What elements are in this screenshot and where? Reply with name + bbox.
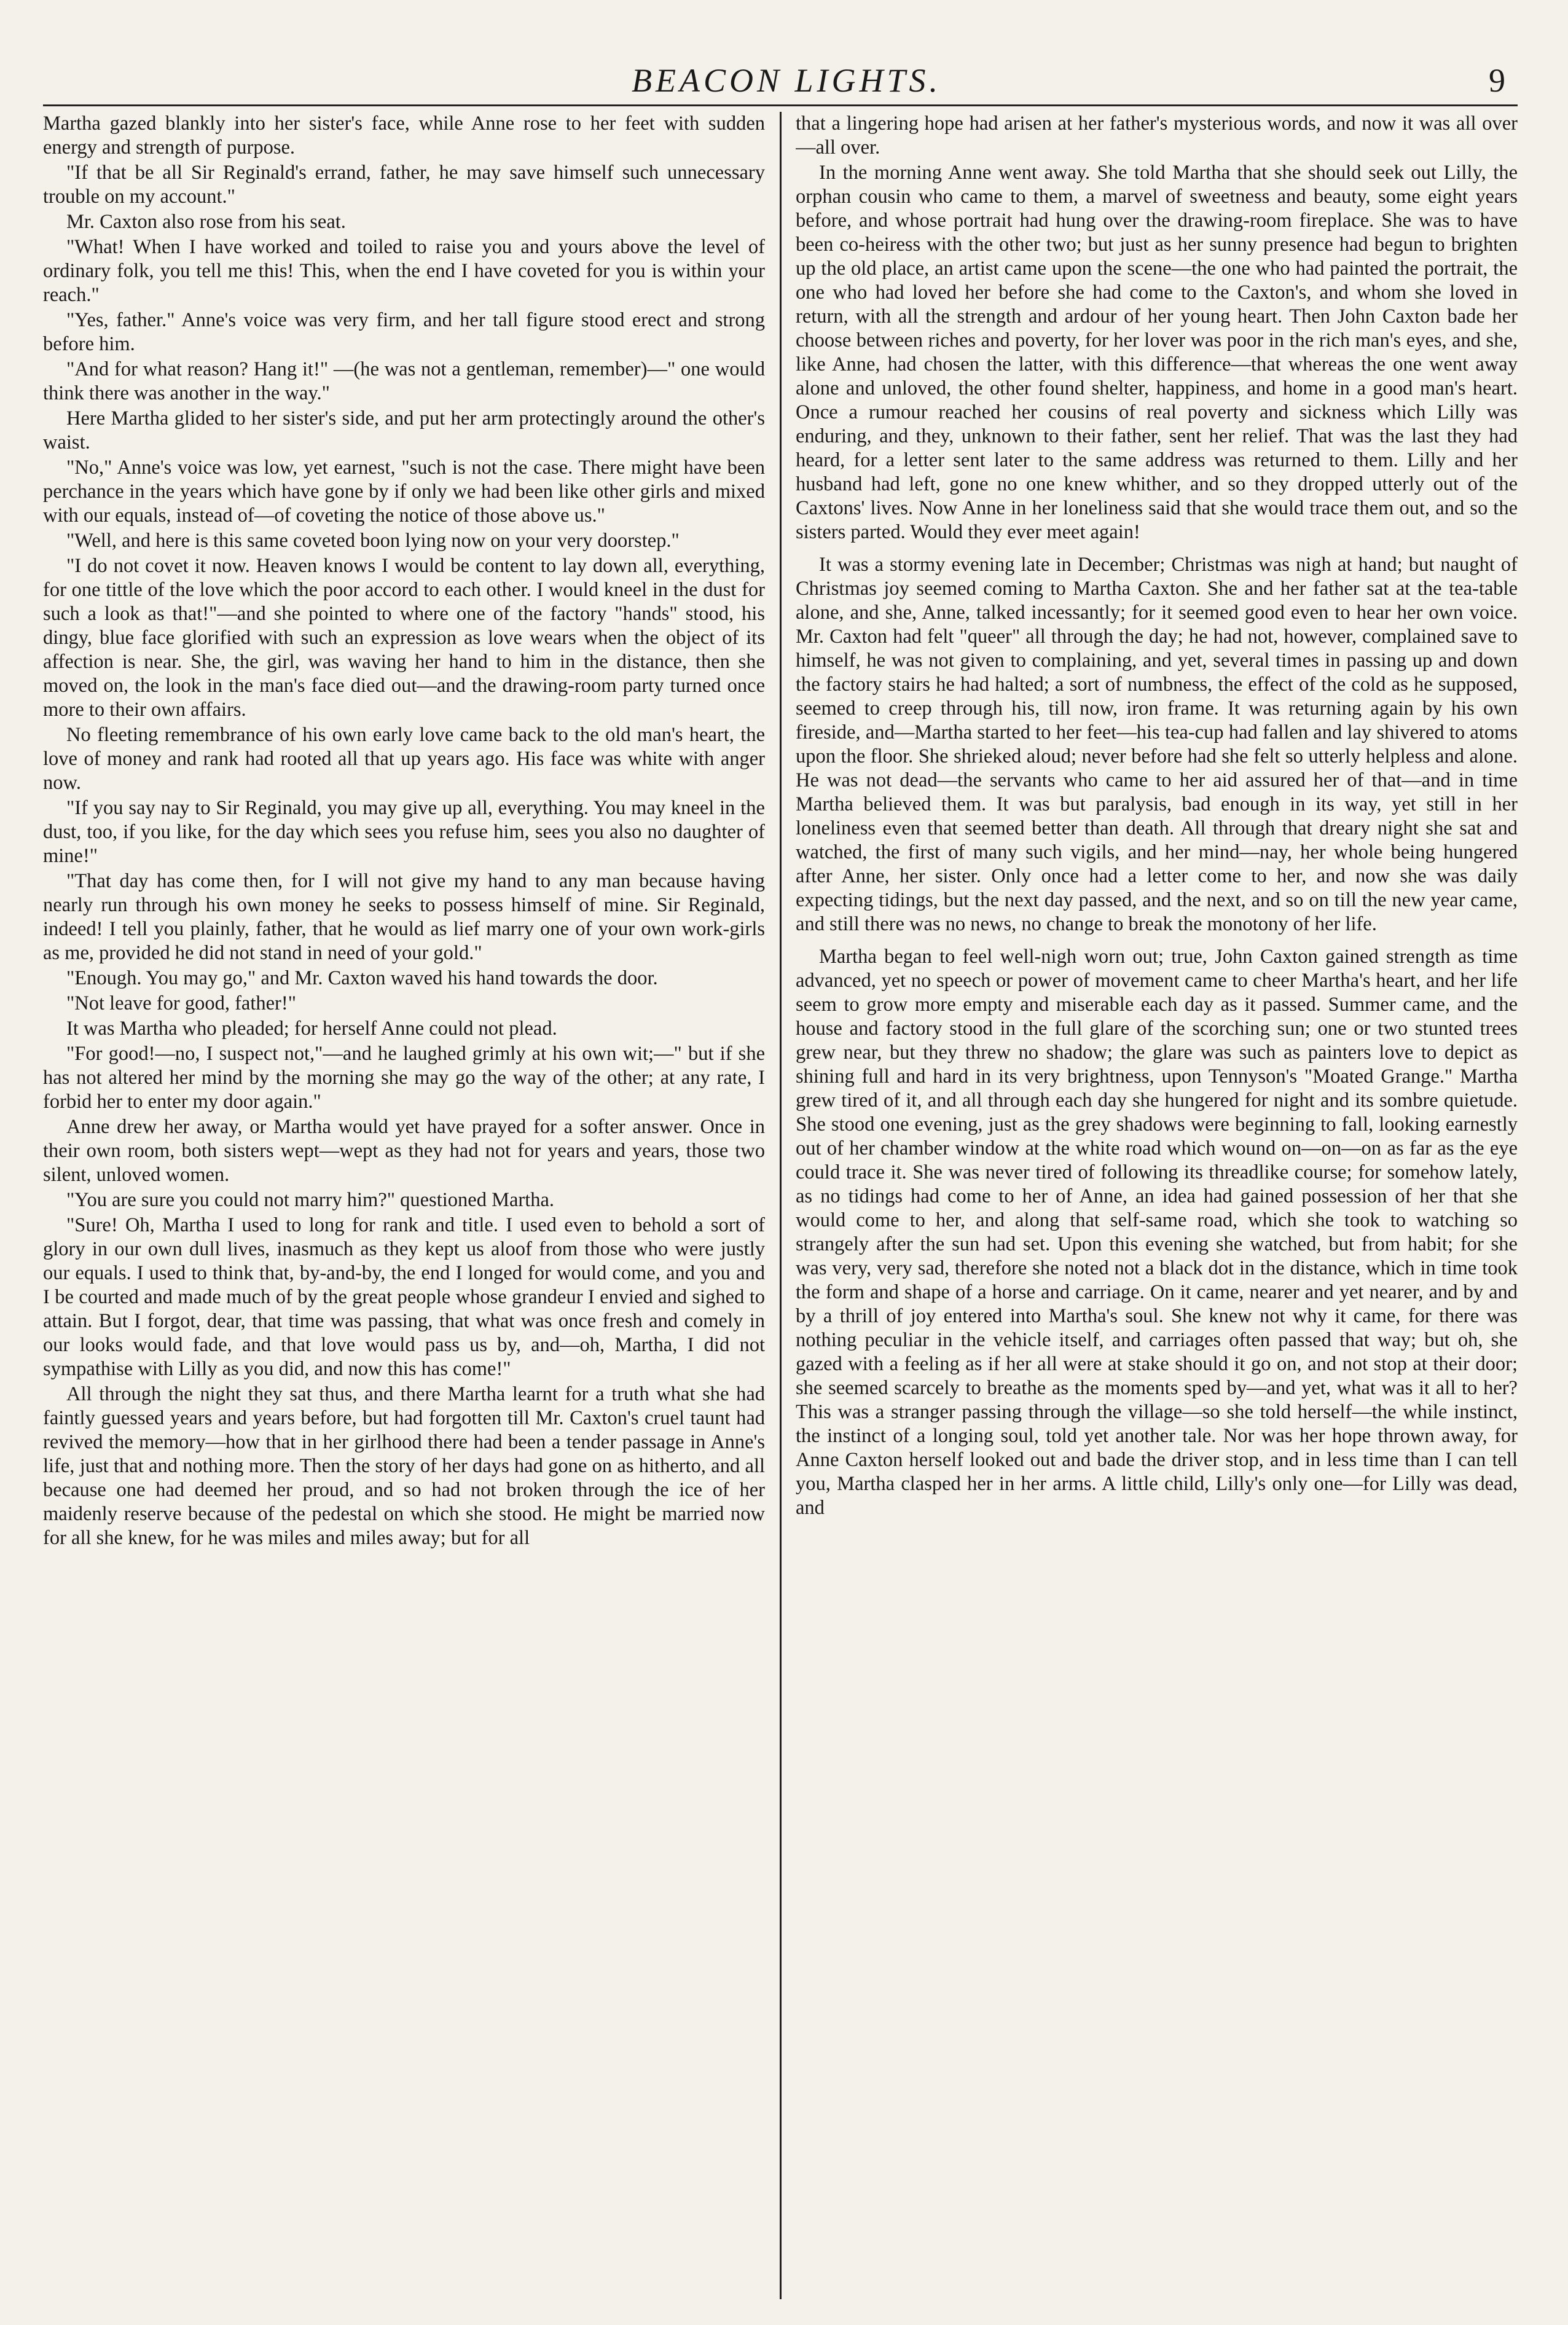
- paragraph: No fleeting remembrance of his own early love came back to the old man's heart, the love of money and rank had rooted all that up years ago. His face was white with anger now.: [43, 724, 765, 794]
- paragraph: "If you say nay to Sir Reginald, you may give up all, everything. You may kneel in the dust, too, if you like, for the day which sees you refuse him, sees you also no daughter of mine!": [43, 797, 765, 867]
- page-header: [55, 57, 1518, 100]
- column-left: [43, 112, 765, 2299]
- paragraph: "You are sure you could not marry him?" questioned Martha.: [66, 1189, 555, 1211]
- paragraph: "No," Anne's voice was low, yet earnest, "such is not the case. There might have been perchance in the years which have gone by if only we had been like other girls and mixed with our equals, instead of—of coveting the notice of those above us.": [43, 457, 765, 527]
- paragraph: Anne drew her away, or Martha would yet have prayed for a softer answer. Once in their own room, both sisters wept—wept as they had not for years and years, those two silent, unloved women.: [43, 1116, 765, 1186]
- paragraph: "Not leave for good, father!": [66, 992, 296, 1014]
- text-columns: [43, 112, 1518, 2299]
- running-head: BEACON LIGHTS.: [631, 62, 942, 99]
- page-number: 9: [1489, 62, 1505, 99]
- paragraph: "Enough. You may go," and Mr. Caxton waved his hand towards the door.: [66, 967, 658, 989]
- paragraph: Martha began to feel well-nigh worn out; true, John Caxton gained strength as time advanced, yet no speech or power of movement came to cheer Martha's heart, and her life seem to grow more empty and miserable each day as it passed. Summer came, and the house and factory stood in the full glare of the scorching sun; one or two stunted trees grew near, but they threw no shadow; the glare was such as painters love to depict as shining full and hard in its very brightness, upon Tennyson's "Moated Grange." Martha grew tired of it, and all through each day she hungered for night and its sombre quietude. She stood one evening, just as the grey shadows were beginning to fall, looking earnestly out of her chamber window at the white road which wound on—on—on as far as the eye could trace it. She was never tired of following its threadlike course; for somehow lately, as no tidings had come to her of Anne, an idea had gained possession of her that she would come to her, and along that self-same road, which she took to watching so strangely after the sun had set. Upon this evening she watched, but from habit; for she was very, very sad, therefore she noted not a black dot in the distance, which in time took the form and shape of a horse and carriage. On it came, nearer and yet nearer, and by and by a thrill of joy entered into Martha's soul. She knew not why it came, for there was nothing peculiar in the vehicle itself, and carriages often passed that way; but oh, she gazed with a feeling as if her all were at stake should it go on, and not stop at their door; she seemed scarcely to breathe as the moments sped by—and yet, what was it all to her? This was a stranger passing through the village—so she told herself—the while instinct, the instinct of a longing soul, told yet another tale. Nor was her hope thrown away, for Anne Caxton herself looked out and bade the driver stop, and in less time than I can tell you, Martha clasped her in her arms. A little child, Lilly's only one—for Lilly was dead, and: [796, 946, 1518, 1519]
- column-divider: [780, 112, 782, 2299]
- paragraph: Mr. Caxton also rose from his seat.: [66, 211, 346, 233]
- paragraph: All through the night they sat thus, and there Martha learnt for a truth what she had faintly guessed years and years before, but had forgotten till Mr. Caxton's cruel taunt had revived the memory—how that in her girlhood there had been a tender passage in Anne's life, just that and nothing more. Then the story of her days had gone on as hitherto, and all because one had deemed her proud, and so had not broken through the ice of her maidenly reserve because of the pedestal on which she stood. He might be married now for all she knew, for he was miles and miles away; but for all: [43, 1383, 765, 1549]
- paragraph: that a lingering hope had arisen at her father's mysterious words, and now it was all over—all over.: [796, 112, 1518, 159]
- paragraph: "Yes, father." Anne's voice was very firm, and her tall figure stood erect and strong before him.: [43, 309, 765, 355]
- paragraph: Here Martha glided to her sister's side, and put her arm protectingly around the other's waist.: [43, 407, 765, 453]
- paragraph: "If that be all Sir Reginald's errand, father, he may save himself such unnecessary trouble on my account.": [43, 162, 765, 208]
- paragraph: In the morning Anne went away. She told Martha that she should seek out Lilly, the orphan cousin who came to them, a marvel of sweetness and beauty, some eight years before, and whose portrait had hung over the drawing-room fireplace. She was to have been co-heiress with the other two; but just as her sunny presence had begun to brighten up the old place, an artist came upon the scene—the one who had painted the portrait, the one who had loved her before she had come to the Caxton's, and whom she loved in return, with all the strength and ardour of her young heart. Then John Caxton bade her choose between riches and poverty, for her lover was poor in the rich man's eyes, and she, like Anne, had chosen the latter, with this difference—that whereas the one went away alone and unloved, the other found shelter, happiness, and home in a good man's heart. Once a rumour reached her cousins of real poverty and sickness which Lilly was enduring, and they, unknown to their father, sent her relief. That was the last they had heard, for a letter sent later to the same address was returned to them. Lilly and her husband had left, gone no one knew whither, and so they dropped utterly out of the Caxtons' lives. Now Anne in her loneliness said that she would trace them out, and so the sisters parted. Would they ever meet again!: [796, 162, 1518, 543]
- column-right: [796, 112, 1518, 2299]
- paragraph: It was a stormy evening late in December; Christmas was nigh at hand; but naught of Christmas joy seemed coming to Martha Caxton. She and her father sat at the tea-table alone, and she, Anne, talked incessantly; for it seemed good even to hear her own voice. Mr. Caxton had felt "queer" all through the day; he had not, however, complained save to himself, he was not given to complaining, and yet, several times in passing up and down the factory stairs he had halted; a sort of numbness, the effect of the cold as he supposed, seemed to creep through his, till now, iron frame. It was returning again by his own fireside, and—Martha started to her feet—his tea-cup had fallen and lay shivered to atoms upon the floor. She shrieked aloud; never before had she felt so utterly helpless and alone. He was not dead—the servants who came to her aid assured her of that—and in time Martha believed them. It was but paralysis, bad enough in its way, yet still in her loneliness even that seemed better than death. All through that dreary night she sat and watched, the first of many such vigils, and her mind—nay, her whole being hungered after Anne, her sister. Only once had a letter come to her, and now she was daily expecting tidings, but the next day passed, and the next, and so on till the new year came, and still there was no news, no change to break the monotony of her life.: [796, 554, 1518, 935]
- paragraph: "And for what reason? Hang it!" —(he was not a gentleman, remember)—" one would think there was another in the way.": [43, 358, 765, 404]
- paragraph: Martha gazed blankly into her sister's face, while Anne rose to her feet with sudden energy and strength of purpose.: [43, 112, 765, 159]
- paragraph: "Well, and here is this same coveted boon lying now on your very doorstep.": [66, 530, 680, 552]
- paragraph: "Sure! Oh, Martha I used to long for rank and title. I used even to behold a sort of glory in our own dull lives, inasmuch as they kept us aloof from those who were justly our equals. I used to think that, by-and-by, the end I longed for would come, and you and I be courted and made much of by the great people whose grandeur I envied and sighed to attain. But I forgot, dear, that time was passing, that what was once fresh and comely in our looks would fade, and that love would pass us by, and—oh, Martha, I did not sympathise with Lilly as you did, and now this has come!": [43, 1214, 765, 1380]
- paragraph: "What! When I have worked and toiled to raise you and yours above the level of ordinary folk, you tell me this! This, when the end I have coveted for you is within your reach.": [43, 236, 765, 306]
- paragraph: "That day has come then, for I will not give my hand to any man because having nearly run through his own money he seeks to possess himself of mine. Sir Reginald, indeed! I tell you plainly, father, that he would as lief marry one of your own work-girls as me, provided he did not stand in need of your gold.": [43, 870, 765, 964]
- header-rule: [43, 104, 1518, 106]
- paragraph: "I do not covet it now. Heaven knows I would be content to lay down all, everything, for one tittle of the love which the poor accord to each other. I would kneel in the dust for such a look as that!"—and she pointed to where one of the factory "hands" stood, his dingy, blue face glorified with such an expression as love wears when the object of its affection is near. She, the girl, was waving her hand to him in the distance, then she moved on, the look in the man's face died out—and the drawing-room party turned once more to their own affairs.: [43, 555, 765, 721]
- paragraph: "For good!—no, I suspect not,"—and he laughed grimly at his own wit;—" but if she has not altered her mind by the morning she may go the way of the other; at any rate, I forbid her to enter my door again.": [43, 1043, 765, 1113]
- paragraph: It was Martha who pleaded; for herself Anne could not plead.: [66, 1017, 557, 1040]
